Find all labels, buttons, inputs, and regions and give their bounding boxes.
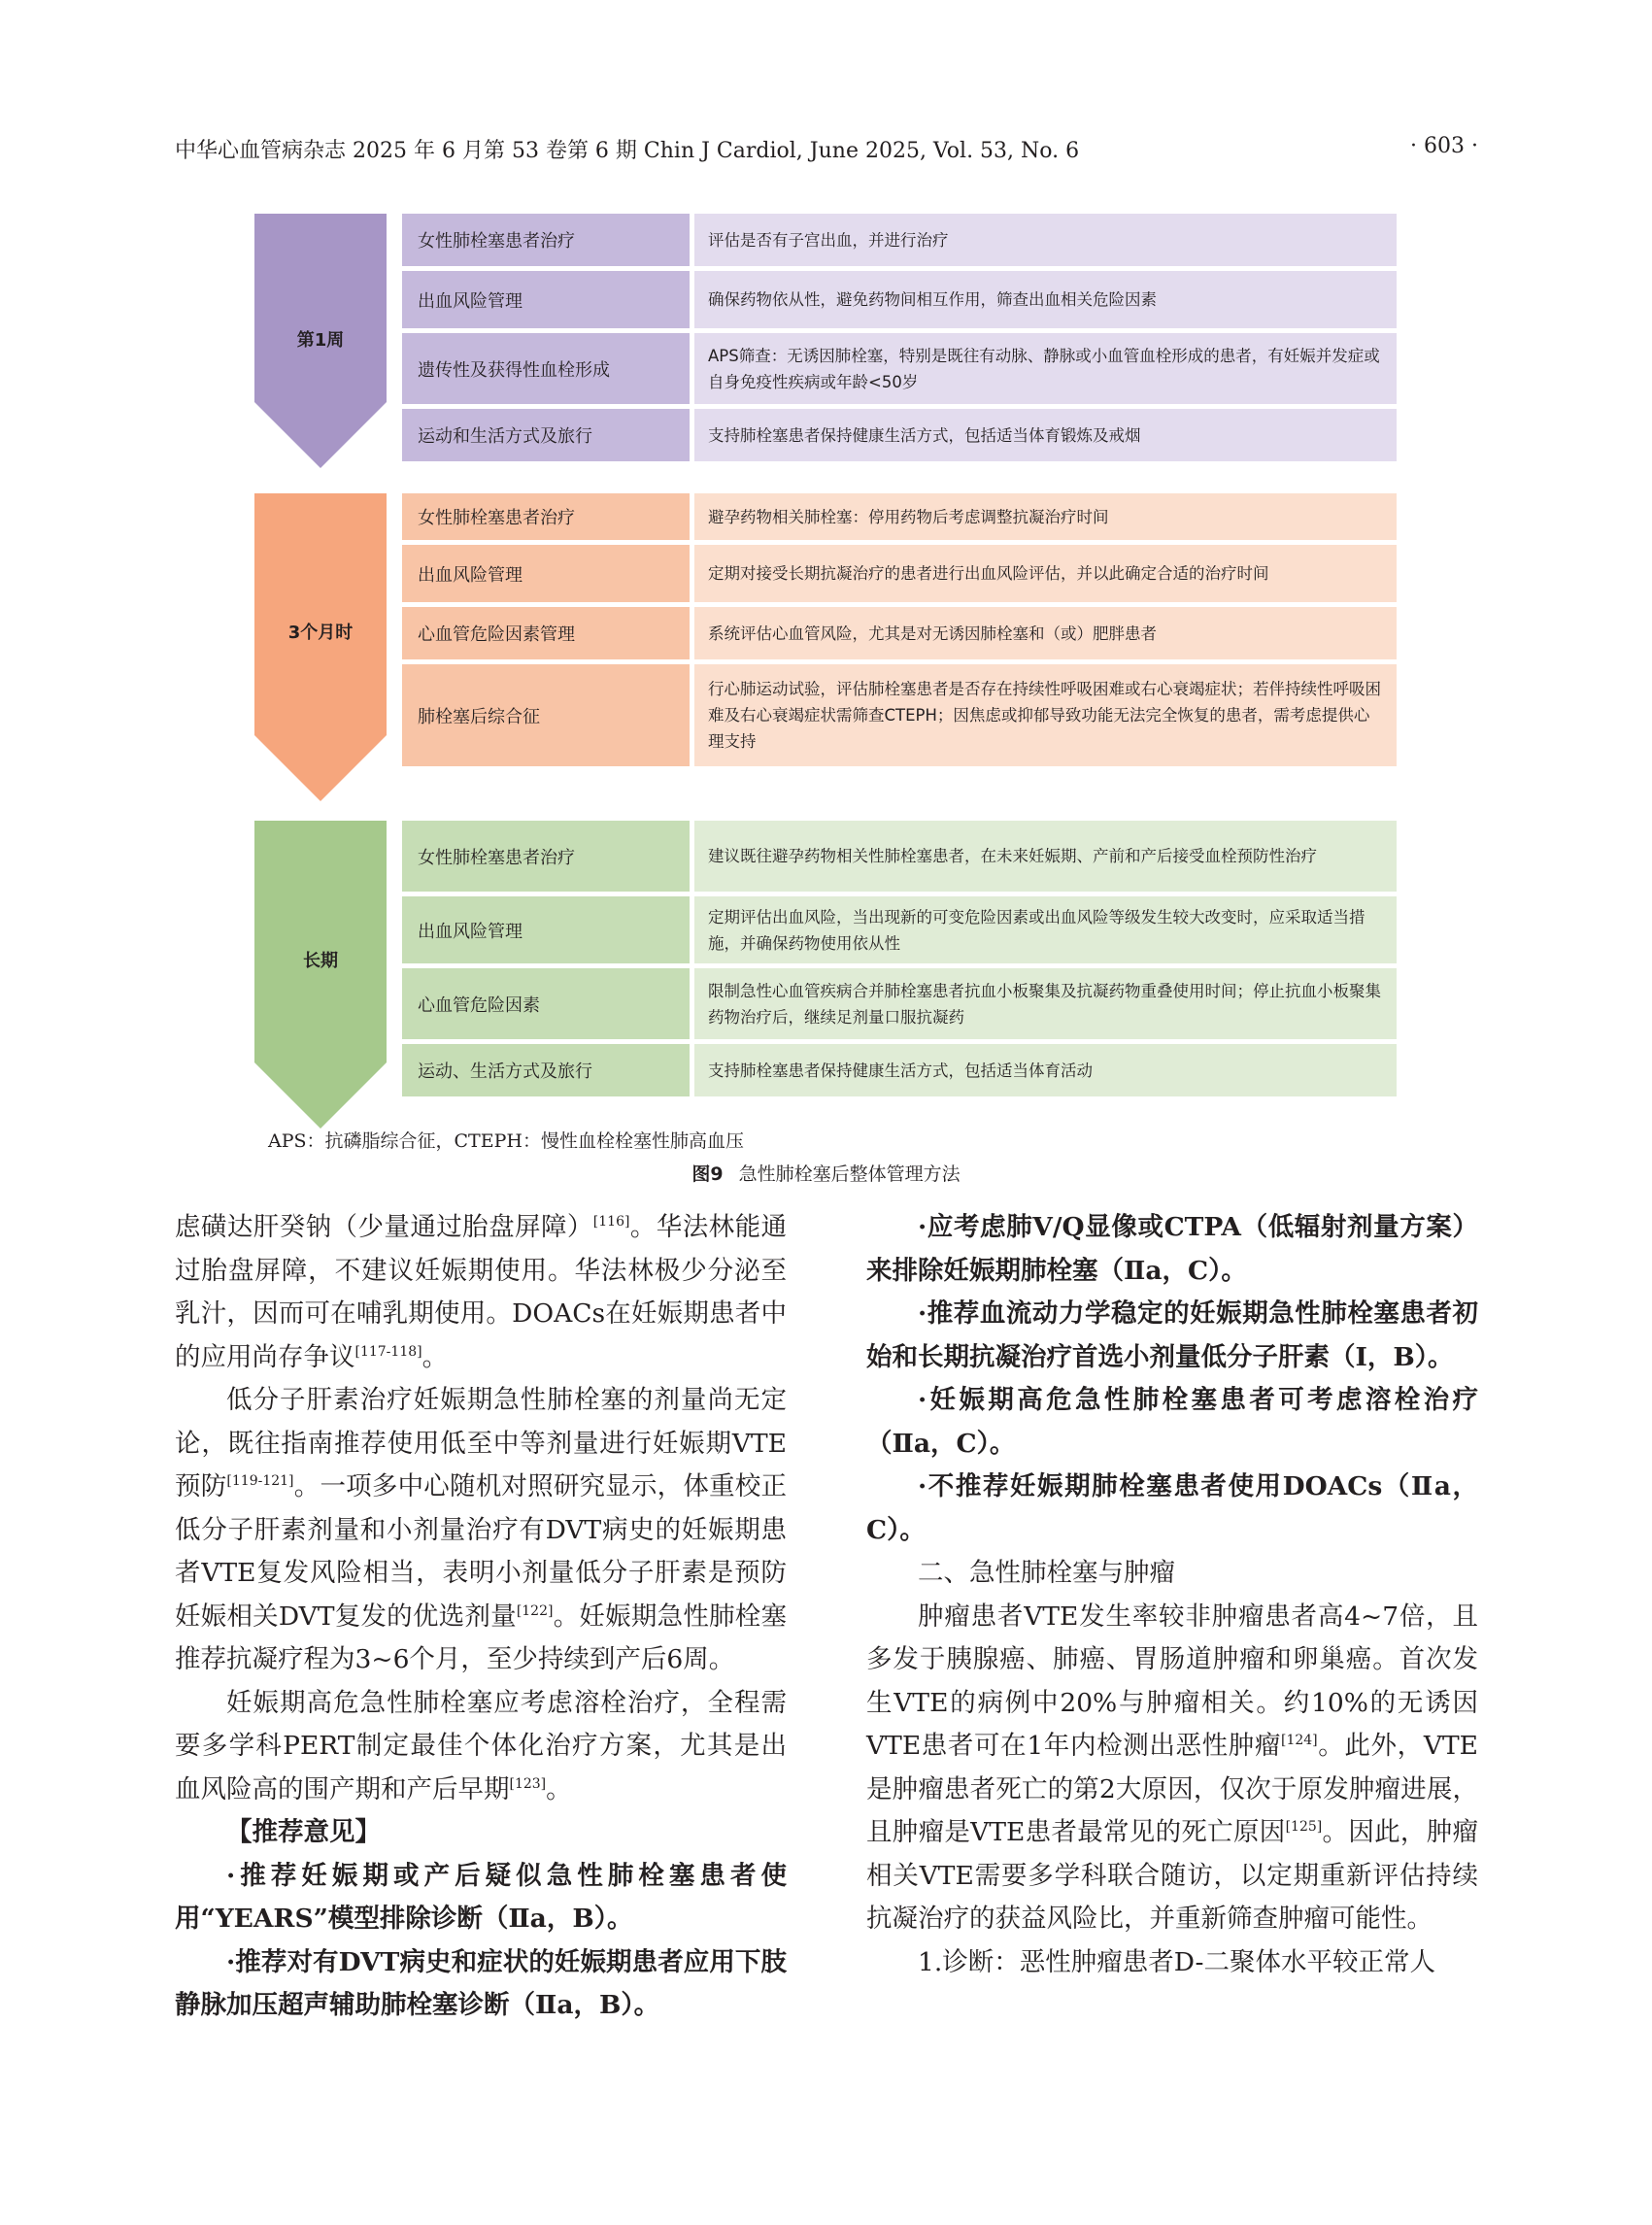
- row-description: 避孕药物相关肺栓塞：停用药物后考虑调整抗凝治疗时间: [694, 493, 1397, 540]
- journal-header: 中华心血管病杂志 2025 年 6 月第 53 卷第 6 期 Chin J Cardiol, June 2025, Vol. 53, No. 6: [175, 139, 1080, 163]
- paragraph: 低分子肝素治疗妊娠期急性肺栓塞的剂量尚无定论，既往指南推荐使用低至中等剂量进行妊娠期VTE预防[119-121]。一项多中心随机对照研究显示，体重校正低分子肝素剂量和小剂量治疗有DVT病史的妊娠期患者VTE复发风险相当，表明小剂量低分子肝素是预防妊娠相关DVT复发的优选剂量[122]。妊娠期急性肺栓塞推荐抗凝疗程为3~6个月，至少持续到产后6周。: [175, 1385, 788, 1674]
- figure-title: 急性肺栓塞后整体管理方法: [738, 1163, 961, 1185]
- paragraph: 虑磺达肝癸钠（少量通过胎盘屏障）[116]。华法林能通过胎盘屏障，不建议妊娠期使用。华法林极少分泌至乳汁，因而可在哺乳期使用。DOACs在妊娠期患者中的应用尚存争议[117-118]。: [175, 1212, 788, 1372]
- table-row: [402, 271, 1397, 328]
- row-topic: 肺栓塞后综合征: [402, 664, 690, 766]
- right-column: [866, 1206, 1478, 1984]
- row-topic: 女性肺栓塞患者治疗: [402, 493, 690, 540]
- recommendation-item: ·妊娠期高危急性肺栓塞患者可考虑溶栓治疗（Ⅱa，C）。: [866, 1385, 1478, 1459]
- recommendation-item: ·推荐妊娠期或产后疑似急性肺栓塞患者使用“YEARS”模型排除诊断（Ⅱa，B）。: [175, 1860, 787, 1934]
- row-topic: 遗传性及获得性血栓形成: [402, 333, 690, 404]
- table-row: [402, 214, 1397, 266]
- page-header: [175, 134, 1478, 173]
- figure-note: APS：抗磷脂综合征，CTEPH：慢性血栓栓塞性肺高血压: [268, 1130, 744, 1152]
- stage-label: 3个月时: [287, 623, 354, 643]
- row-description: 支持肺栓塞患者保持健康生活方式，包括适当体育锻炼及戒烟: [694, 409, 1397, 461]
- row-topic: 运动和生活方式及旅行: [402, 409, 690, 461]
- table-row: [402, 545, 1397, 602]
- row-topic: 运动、生活方式及旅行: [402, 1044, 690, 1096]
- row-topic: 女性肺栓塞患者治疗: [402, 821, 690, 892]
- row-description: APS筛查：无诱因肺栓塞，特别是既往有动脉、静脉或小血管血栓形成的患者，有妊娠并发症或自身免疫性疾病或年龄<50岁: [694, 333, 1397, 404]
- row-topic: 心血管危险因素: [402, 968, 690, 1039]
- row-description: 确保药物依从性，避免药物间相互作用，筛查出血相关危险因素: [694, 271, 1397, 328]
- recommendation-item: ·推荐血流动力学稳定的妊娠期急性肺栓塞患者初始和长期抗凝治疗首选小剂量低分子肝素（I，B）。: [866, 1298, 1478, 1372]
- stage-arrow: [254, 821, 387, 1129]
- table-row: [402, 493, 1397, 540]
- table-row: [402, 821, 1397, 892]
- section-heading: 二、急性肺栓塞与肿瘤: [918, 1558, 1175, 1588]
- row-description: 行心肺运动试验，评估肺栓塞患者是否存在持续性呼吸困难或右心衰竭症状；若伴持续性呼吸困难及右心衰竭症状需筛查CTEPH；因焦虑或抑郁导致功能无法完全恢复的患者，需考虑提供心理支持: [694, 664, 1397, 766]
- row-topic: 出血风险管理: [402, 545, 690, 602]
- table-row: [402, 333, 1397, 404]
- table-row: [402, 664, 1397, 766]
- row-description: 定期对接受长期抗凝治疗的患者进行出血风险评估，并以此确定合适的治疗时间: [694, 545, 1397, 602]
- left-column: [175, 1206, 787, 2028]
- table-row: [402, 896, 1397, 963]
- recommendation-item: ·不推荐妊娠期肺栓塞患者使用DOACs（Ⅱa，C）。: [866, 1471, 1478, 1545]
- table-row: [402, 1044, 1397, 1096]
- stage-arrow-shape: [254, 493, 387, 801]
- row-topic: 出血风险管理: [402, 271, 690, 328]
- stage-label: 长期: [303, 951, 338, 971]
- recommendation-item: ·应考虑肺V/Q显像或CTPA（低辐射剂量方案）来排除妊娠期肺栓塞（Ⅱa，C）。: [866, 1212, 1478, 1286]
- stage-arrow-fill: [254, 493, 387, 801]
- figure-9: [254, 214, 1397, 1107]
- stage-label: 第1周: [296, 330, 345, 351]
- recommendation-heading: 【推荐意见】: [226, 1817, 381, 1847]
- row-description: 支持肺栓塞患者保持健康生活方式，包括适当体育活动: [694, 1044, 1397, 1096]
- row-topic: 女性肺栓塞患者治疗: [402, 214, 690, 266]
- row-topic: 出血风险管理: [402, 896, 690, 963]
- page-number: · 603 ·: [1410, 134, 1478, 158]
- figure-number: 图9: [691, 1163, 724, 1185]
- figure-caption: [0, 1160, 1652, 1186]
- paragraph: 1.诊断：恶性肿瘤患者D-二聚体水平较正常人: [918, 1946, 1435, 1977]
- stage-arrow-fill: [254, 821, 387, 1129]
- row-description: 系统评估心血管风险，尤其是对无诱因肺栓塞和（或）肥胖患者: [694, 607, 1397, 659]
- table-row: [402, 409, 1397, 461]
- row-description: 建议既往避孕药物相关性肺栓塞患者，在未来妊娠期、产前和产后接受血栓预防性治疗: [694, 821, 1397, 892]
- row-topic: 心血管危险因素管理: [402, 607, 690, 659]
- table-row: [402, 968, 1397, 1039]
- row-description: 评估是否有子宫出血，并进行治疗: [694, 214, 1397, 266]
- paragraph: 妊娠期高危急性肺栓塞应考虑溶栓治疗，全程需要多学科PERT制定最佳个体化治疗方案，尤其是出血风险高的围产期和产后早期[123]。: [175, 1687, 787, 1804]
- paragraph: 肿瘤患者VTE发生率较非肿瘤患者高4~7倍，且多发于胰腺癌、肺癌、胃肠道肿瘤和卵巢癌。首次发生VTE的病例中20%与肿瘤相关。约10%的无诱因VTE患者可在1年内检测出恶性肿瘤[124]。此外，VTE是肿瘤患者死亡的第2大原因，仅次于原发肿瘤进展，且肿瘤是VTE患者最常见的死亡原因[125]。因此，肿瘤相关VTE需要多学科联合随访，以定期重新评估持续抗凝治疗的获益风险比，并重新筛查肿瘤可能性。: [866, 1601, 1478, 1934]
- stage-arrow-shape: [254, 821, 387, 1129]
- table-row: [402, 607, 1397, 659]
- recommendation-item: ·推荐对有DVT病史和症状的妊娠期患者应用下肢静脉加压超声辅助肺栓塞诊断（Ⅱa，B）。: [175, 1946, 787, 2020]
- stage-arrow: [254, 493, 387, 801]
- row-description: 定期评估出血风险，当出现新的可变危险因素或出血风险等级发生较大改变时，应采取适当措施，并确保药物使用依从性: [694, 896, 1397, 963]
- row-description: 限制急性心血管疾病合并肺栓塞患者抗血小板聚集及抗凝药物重叠使用时间；停止抗血小板聚集药物治疗后，继续足剂量口服抗凝药: [694, 968, 1397, 1039]
